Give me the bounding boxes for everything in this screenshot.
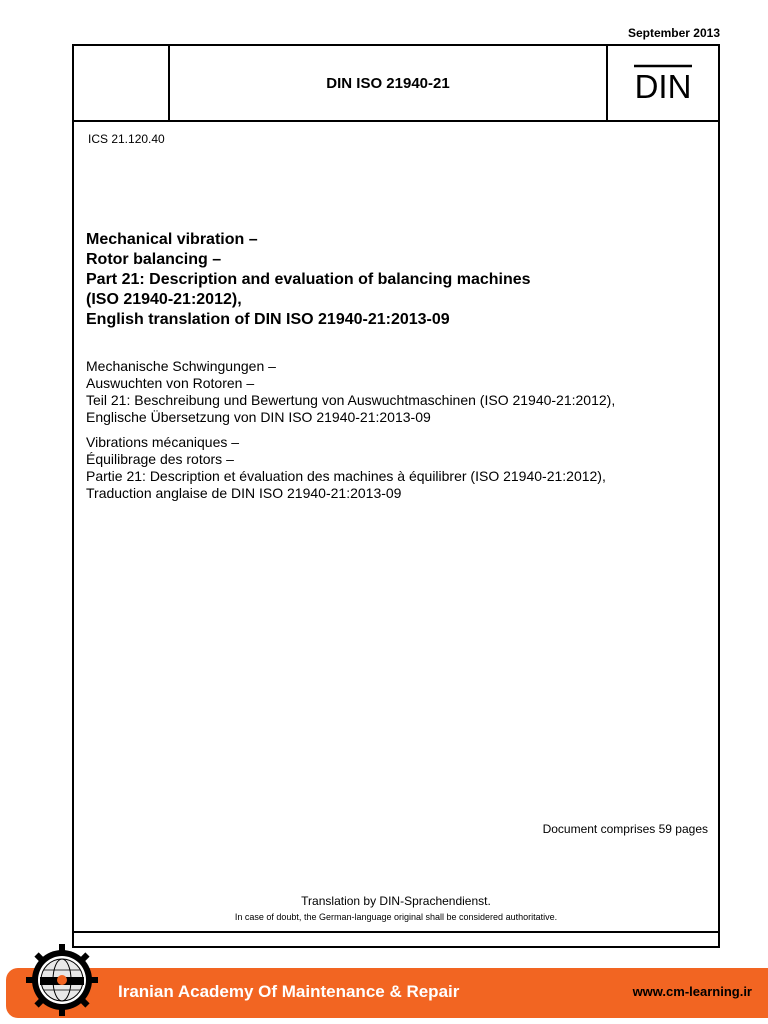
title-fr-line: Partie 21: Description et évaluation des machines à équilibrer (ISO 21940-21:2012), — [86, 468, 606, 484]
title-en-line: English translation of DIN ISO 21940-21:2013-09 — [86, 311, 450, 328]
ics-code: ICS 21.120.40 — [88, 132, 165, 146]
title-english — [86, 230, 706, 330]
title-de-line: Englische Übersetzung von DIN ISO 21940-21:2013-09 — [86, 409, 431, 425]
din-logo-icon — [608, 46, 718, 120]
footer-banner — [6, 968, 768, 1018]
publication-date: September 2013 — [627, 26, 720, 40]
title-en-line: (ISO 21940-21:2012), — [86, 291, 242, 308]
translation-note: Translation by DIN-Sprachendienst. — [301, 894, 491, 908]
document-number: DIN ISO 21940-21 — [326, 74, 450, 92]
header-row — [74, 46, 718, 122]
title-french — [86, 434, 706, 502]
gear-globe-icon — [26, 944, 98, 1016]
bottom-rule — [74, 931, 718, 933]
title-de-line: Auswuchten von Rotoren – — [86, 375, 255, 391]
title-en-line: Mechanical vibration – — [86, 231, 258, 248]
title-page-frame — [72, 44, 720, 948]
banner-url[interactable]: www.cm-learning.ir — [632, 984, 752, 999]
title-fr-line: Traduction anglaise de DIN ISO 21940-21:2013-09 — [86, 485, 402, 501]
title-fr-line: Vibrations mécaniques – — [86, 434, 240, 450]
disclaimer-note: In case of doubt, the German-language original shall be considered authoritative. — [234, 912, 558, 922]
title-en-line: Rotor balancing – — [86, 251, 222, 268]
din-logo-mark — [632, 64, 694, 102]
page-count: Document comprises 59 pages — [542, 822, 708, 836]
title-en-line: Part 21: Description and evaluation of balancing machines — [86, 271, 531, 288]
header-cell-number — [170, 46, 608, 120]
din-logo-text: DIN — [634, 68, 692, 102]
header-cell-empty — [74, 46, 170, 120]
title-fr-line: Équilibrage des rotors – — [86, 451, 234, 467]
banner-title: Iranian Academy Of Maintenance & Repair — [118, 982, 460, 1001]
title-german — [86, 358, 706, 426]
title-de-line: Teil 21: Beschreibung und Bewertung von Auswuchtmaschinen (ISO 21940-21:2012), — [86, 392, 616, 408]
title-de-line: Mechanische Schwingungen – — [86, 358, 276, 374]
